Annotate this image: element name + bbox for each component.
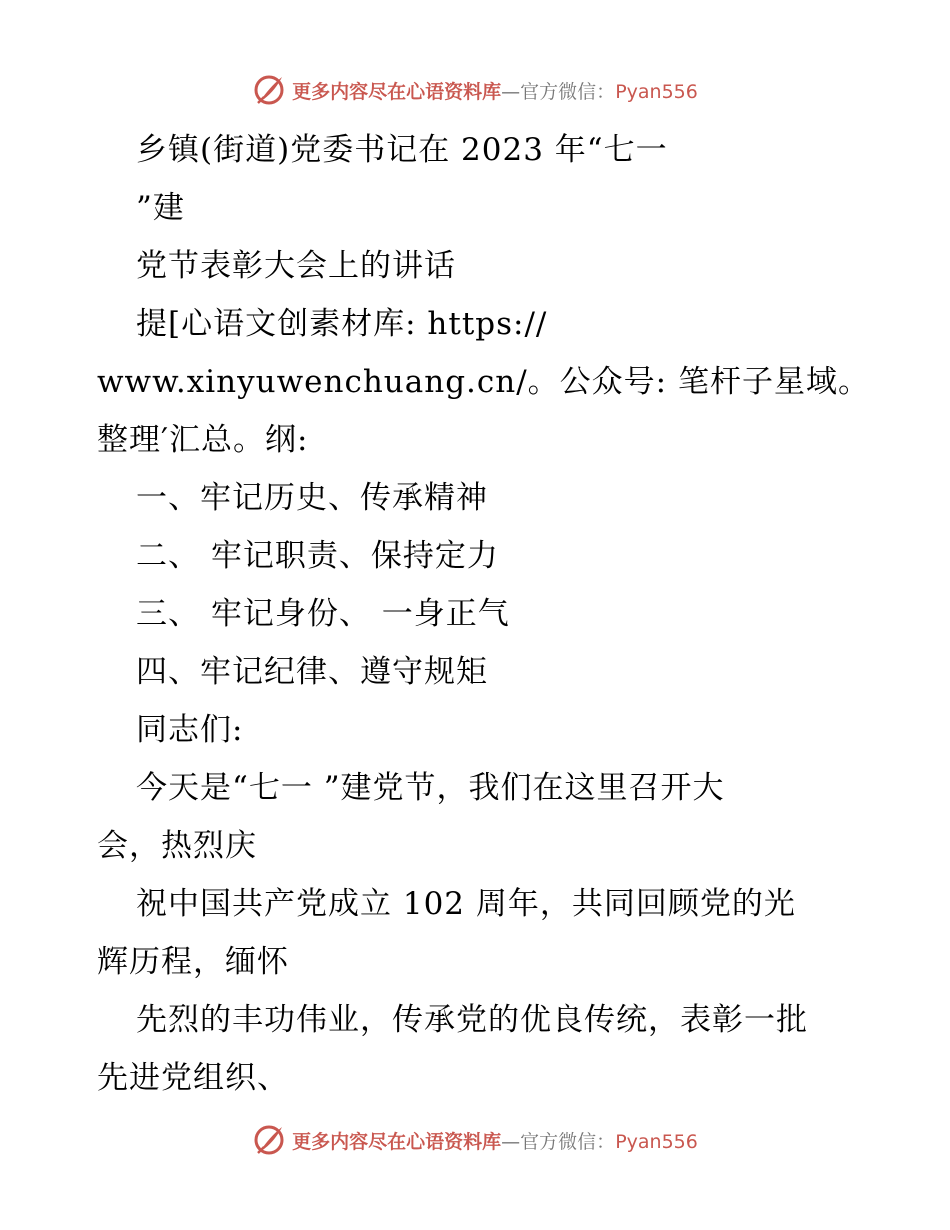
doc-title-line-3: 党节表彰大会上的讲话 <box>136 248 456 284</box>
doc-title-line-2: ”建 <box>136 190 185 226</box>
header-watermark <box>0 70 950 110</box>
outline-item-4: 四、牢记纪律、遵守规矩 <box>136 654 488 690</box>
quill-logo-icon <box>252 73 286 107</box>
outline-item-2: 二、 牢记职责、保持定力 <box>136 538 499 574</box>
paragraph-line-2: 会，热烈庆 <box>97 828 257 864</box>
doc-source-line-1: 提[心语文创素材库: https:// <box>136 306 548 342</box>
paragraph-line-5: 先烈的丰功伟业，传承党的优良传统，表彰一批 <box>136 1002 808 1038</box>
paragraph-line-4: 辉历程，缅怀 <box>97 944 289 980</box>
outline-item-3: 三、 牢记身份、 一身正气 <box>136 596 510 632</box>
watermark-group <box>252 1123 698 1157</box>
paragraph-line-1: 今天是“七一 ”建党节，我们在这里召开大 <box>136 770 725 806</box>
doc-outline-heading: 整理′汇总。纲: <box>97 422 309 458</box>
quill-logo-icon <box>252 1123 286 1157</box>
paragraph-line-3: 祝中国共产党成立 102 周年，共同回顾党的光 <box>136 886 796 922</box>
doc-source-line-2: www.xinyuwenchuang.cn/。公众号: 笔杆子星域。 <box>97 364 870 400</box>
watermark-group <box>252 73 698 107</box>
salutation: 同志们: <box>136 712 244 748</box>
watermark-text: 更多内容尽在心语资料库—官方微信：Pyan556 <box>292 1130 698 1153</box>
paragraph-line-6: 先进党组织、 <box>97 1060 289 1096</box>
outline-item-1: 一、牢记历史、传承精神 <box>136 480 488 516</box>
doc-title-line-1: 乡镇(街道)党委书记在 2023 年“七一 <box>136 132 668 168</box>
watermark-text: 更多内容尽在心语资料库—官方微信：Pyan556 <box>292 80 698 103</box>
footer-watermark <box>0 1120 950 1160</box>
